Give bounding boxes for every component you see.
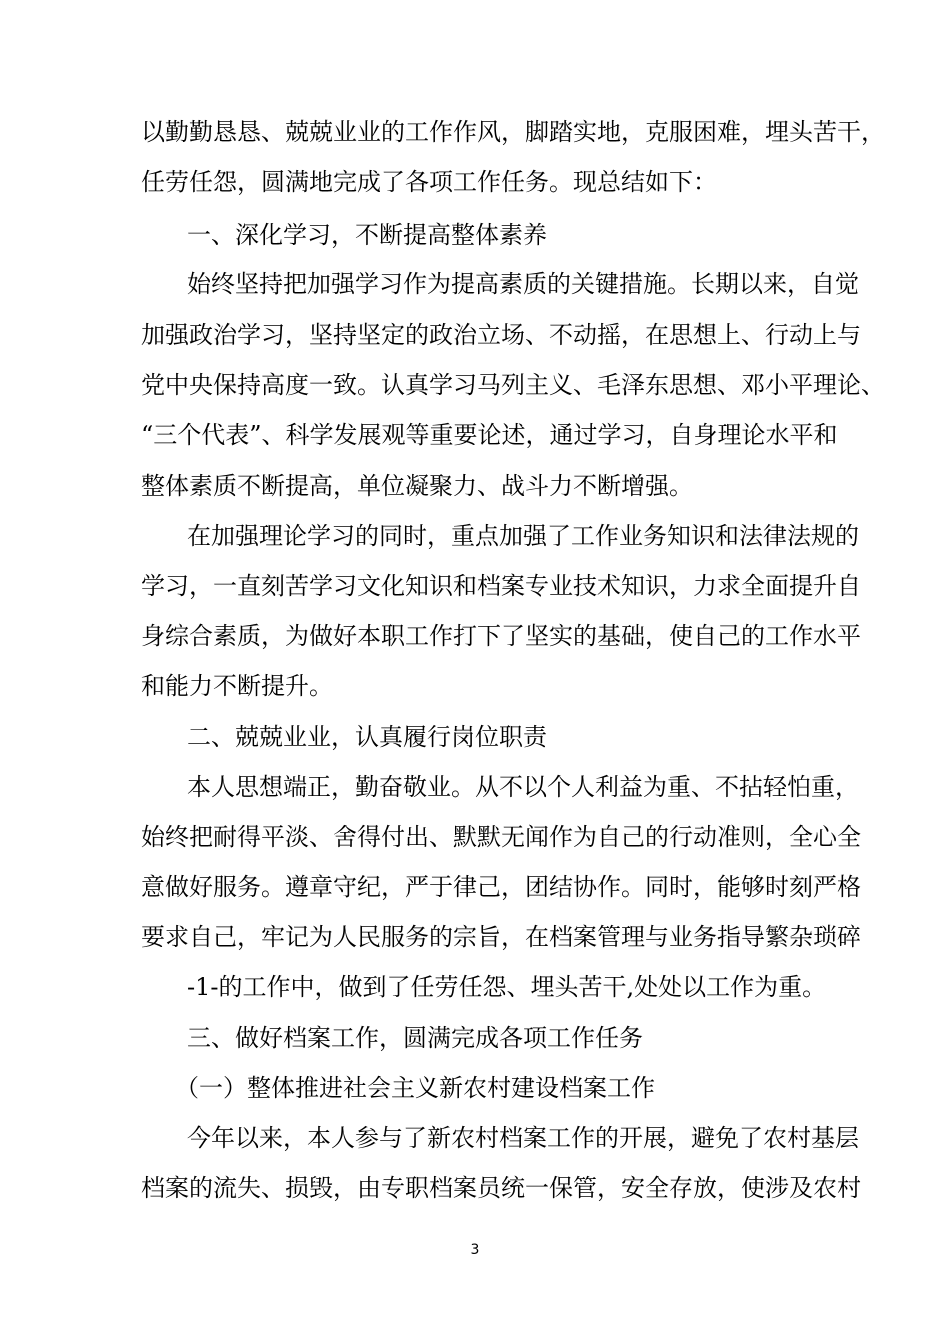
section-heading-1: 一、深化学习，不断提高整体素养 (187, 221, 547, 249)
page-number: 3 (470, 1242, 480, 1258)
body-text-line: 意做好服务。遵章守纪，严于律己，团结协作。同时，能够时刻严格 (141, 873, 861, 901)
body-text-line: 要求自己，牢记为人民服务的宗旨，在档案管理与业务指导繁杂琐碎 (141, 923, 861, 951)
body-text-line: 整体素质不断提高，单位凝聚力、战斗力不断增强。 (141, 472, 693, 500)
body-text-line: 始终把耐得平淡、舍得付出、默默无闻作为自己的行动准则，全心全 (141, 823, 861, 851)
body-text-line: -1-的工作中，做到了任劳任怨、埋头苦干,处处以工作为重。 (187, 973, 827, 1001)
section-heading-3: 三、做好档案工作，圆满完成各项工作任务 (187, 1024, 643, 1052)
subsection-heading: （一）整体推进社会主义新农村建设档案工作 (175, 1074, 655, 1102)
body-text-line: 以勤勤恳恳、兢兢业业的工作作风，脚踏实地，克服困难，埋头苦干， (141, 118, 885, 146)
body-text-line: 任劳任怨，圆满地完成了各项工作任务。现总结如下： (141, 168, 717, 196)
body-text-line: 今年以来，本人参与了新农村档案工作的开展，避免了农村基层 (187, 1124, 859, 1152)
body-text-line: 加强政治学习，坚持坚定的政治立场、不动摇，在思想上、行动上与 (141, 321, 861, 349)
body-text-line: 和能力不断提升。 (141, 672, 333, 700)
body-text-line: “三个代表”、科学发展观等重要论述，通过学习，自身理论水平和 (141, 421, 838, 449)
body-text-line: 始终坚持把加强学习作为提高素质的关键措施。长期以来，自觉 (187, 270, 859, 298)
section-heading-2: 二、兢兢业业，认真履行岗位职责 (187, 723, 547, 751)
body-text-line: 本人思想端正，勤奋敬业。从不以个人利益为重、不拈轻怕重， (187, 773, 859, 801)
body-text-line: 学习，一直刻苦学习文化知识和档案专业技术知识，力求全面提升自 (141, 572, 861, 600)
body-text-line: 党中央保持高度一致。认真学习马列主义、毛泽东思想、邓小平理论、 (141, 371, 885, 399)
body-text-line: 档案的流失、损毁，由专职档案员统一保管，安全存放，使涉及农村 (141, 1174, 861, 1202)
body-text-line: 在加强理论学习的同时，重点加强了工作业务知识和法律法规的 (187, 522, 859, 550)
body-text-line: 身综合素质，为做好本职工作打下了坚实的基础，使自己的工作水平 (141, 622, 861, 650)
